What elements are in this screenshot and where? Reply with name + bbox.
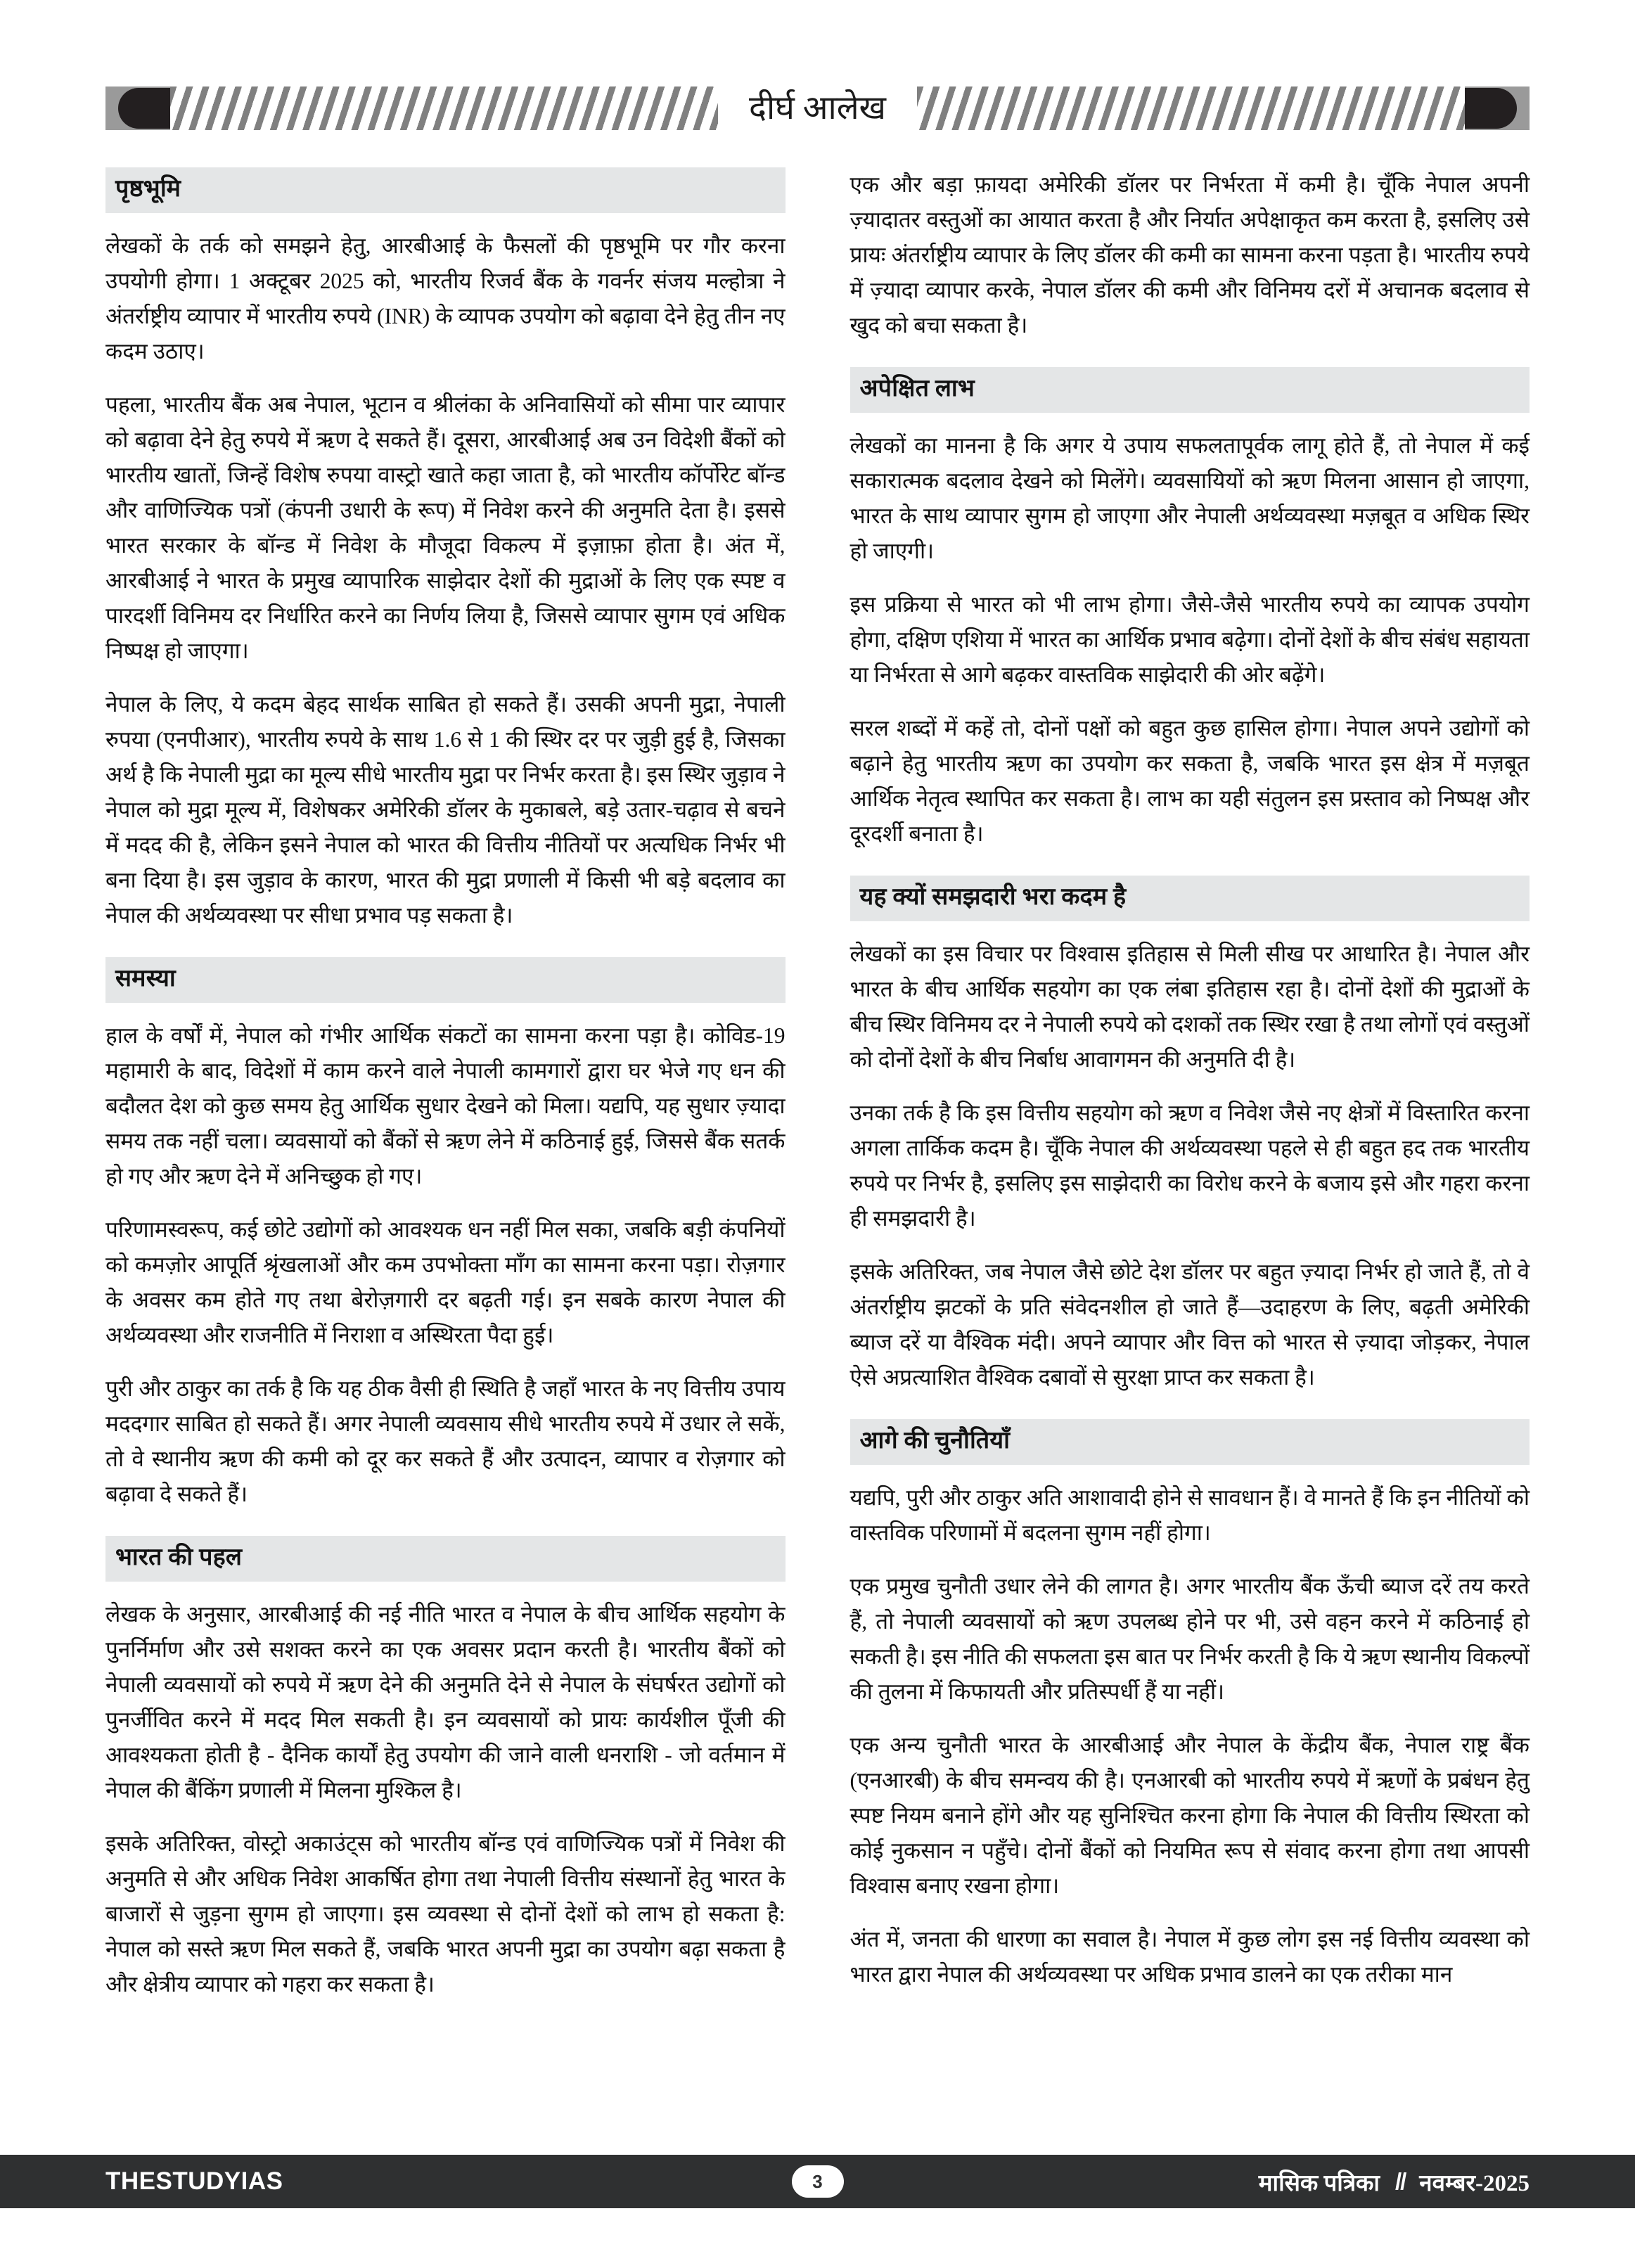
page-number-badge: 3: [792, 2165, 844, 2198]
paragraph: लेखकों का इस विचार पर विश्वास इतिहास से मिली सीख पर आधारित है। नेपाल और भारत के बीच आर्थिक सहयोग का एक लंबा इतिहास रहा है। दोनों देशों की मुद्राओं के बीच स्थिर विनिमय दर ने नेपाली रुपये को दशकों तक स्थिर रखा है तथा लोगों एवं वस्तुओं को दोनों देशों के बीच निर्बाध आवागमन की अनुमति दी है।: [849, 942, 1530, 1072]
ornament-hatch-left-icon: [170, 87, 718, 130]
article-body: [105, 167, 1530, 2085]
paragraph: पहला, भारतीय बैंक अब नेपाल, भूटान व श्रीलंका के अनिवासियों को सीमा पार व्यापार को बढ़ावा देने हेतु रुपये में ऋण दे सकते हैं। दूसरा, आरबीआई अब उन विदेशी बैंकों को भारतीय खातों, जिन्हें विशेष रुपया वास्ट्रो खाते कहा जाता है, को भारतीय कॉर्पोरेट बॉन्ड और वाणिज्यिक पत्रों (कंपनी उधारी के रूप) में निवेश करने की अनुमति देता है। इससे भारत सरकार के बॉन्ड में निवेश के मौजूदा विकल्प में इज़ाफ़ा होता है। अंत में, आरबीआई ने भारत के प्रमुख व्यापारिक साझेदार देशों की मुद्राओं के लिए एक स्पष्ट व पारदर्शी विनिमय दर निर्धारित करने का निर्णय लिया है, जिससे व्यापार सुगम एवं अधिक निष्पक्ष हो जाएगा।: [105, 392, 786, 664]
page-title: दीर्घ आलेख: [749, 89, 887, 127]
section-heading-bharat-ki-pahal: भारत की पहल: [105, 1536, 786, 1582]
page-masthead: [105, 83, 1530, 134]
ornament-cap-left-icon: [105, 87, 170, 130]
masthead-left-ornament: [105, 87, 718, 130]
section-heading-apekshit-labh: अपेक्षित लाभ: [850, 367, 1530, 413]
paragraph: एक और बड़ा फ़ायदा अमेरिकी डॉलर पर निर्भरता में कमी है। चूँकि नेपाल अपनी ज़्यादातर वस्तुओं का आयात करता है और निर्यात अपेक्षाकृत कम करता है, इसलिए उसे प्रायः अंतर्राष्ट्रीय व्यापार के लिए डॉलर की कमी का सामना करना पड़ता है। भारतीय रुपये में ज़्यादा व्यापार करके, नेपाल डॉलर की कमी और विनिमय दरों में अचानक बदलाव से खुद को बचा सकता है।: [849, 172, 1530, 338]
paragraph: इसके अतिरिक्त, जब नेपाल जैसे छोटे देश डॉलर पर बहुत ज़्यादा निर्भर हो जाते हैं, तो वे अंतर्राष्ट्रीय झटकों के प्रति संवेदनशील हो जाते हैं—उदाहरण के लिए, बढ़ती अमेरिकी ब्याज दरें या वैश्विक मंदी। अपने व्यापार और वित्त को भारत से ज़्यादा जोड़कर, नेपाल ऐसे अप्रत्याशित वैश्विक दबावों से सुरक्षा प्राप्त कर सकता है।: [849, 1260, 1530, 1390]
footer-magazine-label: मासिक पत्रिका: [1258, 2170, 1380, 2196]
paragraph: अंत में, जनता की धारणा का सवाल है। नेपाल में कुछ लोग इस नई वित्तीय व्यवस्था को भारत द्वारा नेपाल की अर्थव्यवस्था पर अधिक प्रभाव डालने का एक तरीका मान: [849, 1927, 1530, 1987]
ornament-cap-right-icon: [1465, 87, 1530, 130]
section-heading-yah-kyon-samajhdari: यह क्यों समझदारी भरा कदम है: [850, 876, 1530, 921]
footer-issue-info: [1259, 2166, 1530, 2198]
paragraph: एक प्रमुख चुनौती उधार लेने की लागत है। अगर भारतीय बैंक ऊँची ब्याज दरें तय करते हैं, तो नेपाली व्यवसायों को ऋण उपलब्ध होने पर भी, उसे वहन करने में कठिनाई हो सकती है। इस नीति की सफलता इस बात पर निर्भर करती है कि ये ऋण स्थानीय विकल्पों की तुलना में किफायती और प्रतिस्पर्धी हैं या नहीं।: [849, 1574, 1530, 1705]
ornament-hatch-right-icon: [917, 87, 1465, 130]
paragraph: सरल शब्दों में कहें तो, दोनों पक्षों को बहुत कुछ हासिल होगा। नेपाल अपने उद्योगों को बढ़ाने हेतु भारतीय ऋण का उपयोग कर सकता है, जबकि भारत इस क्षेत्र में मज़बूत आर्थिक नेतृत्व स्थापित कर सकता है। लाभ का यही संतुलन इस प्रस्ताव को निष्पक्ष और दूरदर्शी बनाता है।: [849, 716, 1530, 847]
paragraph: एक अन्य चुनौती भारत के आरबीआई और नेपाल के केंद्रीय बैंक, नेपाल राष्ट्र बैंक (एनआरबी) के बीच समन्वय की है। एनआरबी को भारतीय रुपये में ऋणों के प्रबंधन हेतु स्पष्ट नियम बनाने होंगे और यह सुनिश्चित करना होगा कि नेपाल की वित्तीय स्थिरता को कोई नुकसान न पहुँचे। दोनों बैंकों को नियमित रूप से संवाद करना होगा तथा आपसी विश्वास बनाए रखना होगा।: [849, 1733, 1530, 1899]
paragraph: लेखकों के तर्क को समझने हेतु, आरबीआई के फैसलों की पृष्ठभूमि पर गौर करना उपयोगी होगा। 1 अक्टूबर 2025 को, भारतीय रिजर्व बैंक के गवर्नर संजय मल्होत्रा ने अंतर्राष्ट्रीय व्यापार में भारतीय रुपये (INR) के व्यापक उपयोग को बढ़ावा देने हेतु तीन नए कदम उठाए।: [105, 233, 786, 364]
paragraph: लेखक के अनुसार, आरबीआई की नई नीति भारत व नेपाल के बीच आर्थिक सहयोग के पुनर्निर्माण और उसे सशक्त करने का एक अवसर प्रदान करती है। भारतीय बैंकों को नेपाली व्यवसायों को रुपये में ऋण देने की अनुमति देने से नेपाल के संघर्षरत उद्योगों को पुनर्जीवित करने में मदद मिल सकती है। इन व्यवसायों को प्रायः कार्यशील पूँजी की आवश्यकता होती है - दैनिक कार्यों हेतु उपयोग की जाने वाली धनराशि - जो वर्तमान में नेपाल की बैंकिंग प्रणाली में मिलना मुश्किल है।: [105, 1602, 786, 1803]
footer-issue-date: नवम्बर-2025: [1419, 2170, 1530, 2196]
section-heading-samasya: समस्या: [105, 957, 786, 1003]
section-heading-prishthabhumi: पृष्ठभूमि: [105, 167, 786, 213]
footer-divider-icon: //: [1394, 2168, 1406, 2194]
footer-brand: THESTUDYIAS: [105, 2167, 283, 2195]
paragraph: इसके अतिरिक्त, वोस्ट्रो अकाउंट्स को भारतीय बॉन्ड एवं वाणिज्यिक पत्रों में निवेश की अनुमति से और अधिक निवेश आकर्षित होगा तथा नेपाली वित्तीय संस्थानों हेतु भारत के बाजारों से जुड़ना सुगम हो जाएगा। इस व्यवस्था से दोनों देशों को लाभ हो सकता है: नेपाल को सस्ते ऋण मिल सकते हैं, जबकि भारत अपनी मुद्रा का उपयोग बढ़ा सकता है और क्षेत्रीय व्यापार को गहरा कर सकता है।: [105, 1831, 786, 1997]
paragraph: इस प्रक्रिया से भारत को भी लाभ होगा। जैसे-जैसे भारतीय रुपये का व्यापक उपयोग होगा, दक्षिण एशिया में भारत का आर्थिक प्रभाव बढ़ेगा। दोनों देशों के बीच संबंध सहायता या निर्भरता से आगे बढ़कर वास्तविक साझेदारी की ओर बढ़ेंगे।: [849, 592, 1530, 688]
masthead-right-ornament: [917, 87, 1530, 130]
paragraph: नेपाल के लिए, ये कदम बेहद सार्थक साबित हो सकते हैं। उसकी अपनी मुद्रा, नेपाली रुपया (एनपीआर), भारतीय रुपये के साथ 1.6 से 1 की स्थिर दर पर जुड़ी हुई है, जिसका अर्थ है कि नेपाली मुद्रा का मूल्य सीधे भारतीय मुद्रा पर निर्भर करता है। इस स्थिर जुड़ाव ने नेपाल को मुद्रा मूल्य में, विशेषकर अमेरिकी डॉलर के मुकाबले, बड़े उतार-चढ़ाव से बचने में मदद की है, लेकिन इसने नेपाल को भारत की वित्तीय नीतियों पर अत्यधिक निर्भर भी बना दिया है। इस जुड़ाव के कारण, भारत की मुद्रा प्रणाली में किसी भी बड़े बदलाव का नेपाल की अर्थव्यवस्था पर सीधा प्रभाव पड़ सकता है।: [105, 692, 786, 928]
page-footer: [0, 2155, 1635, 2208]
paragraph: यद्यपि, पुरी और ठाकुर अति आशावादी होने से सावधान हैं। वे मानते हैं कि इन नीतियों को वास्तविक परिणामों में बदलना सुगम नहीं होगा।: [849, 1485, 1530, 1546]
paragraph: परिणामस्वरूप, कई छोटे उद्योगों को आवश्यक धन नहीं मिल सका, जबकि बड़ी कंपनियों को कमज़ोर आपूर्ति श्रृंखलाओं और कम उपभोक्ता माँग का सामना करना पड़ा। रोज़गार के अवसर कम होते गए तथा बेरोज़गारी दर बढ़ती गई। इन सबके कारण नेपाल की अर्थव्यवस्था और राजनीति में निराशा व अस्थिरता पैदा हुई।: [105, 1217, 786, 1348]
paragraph: हाल के वर्षों में, नेपाल को गंभीर आर्थिक संकटों का सामना करना पड़ा है। कोविड-19 महामारी के बाद, विदेशों में काम करने वाले नेपाली कामगारों द्वारा घर भेजे गए धन की बदौलत देश को कुछ समय हेतु आर्थिक सुधार देखने को मिला। यद्यपि, यह सुधार ज़्यादा समय तक नहीं चला। व्यवसायों को बैंकों से ऋण लेने में कठिनाई हुई, जिससे बैंक सतर्क हो गए और ऋण देने में अनिच्छुक हो गए।: [105, 1023, 786, 1189]
right-column: [850, 167, 1530, 2085]
paragraph: पुरी और ठाकुर का तर्क है कि यह ठीक वैसी ही स्थिति है जहाँ भारत के नए वित्तीय उपाय मददगार साबित हो सकते हैं। अगर नेपाली व्यवसाय सीधे भारतीय रुपये में उधार ले सकें, तो वे स्थानीय ऋण की कमी को दूर कर सकते हैं और उत्पादन, व्यापार व रोज़गार को बढ़ावा दे सकते हैं।: [105, 1376, 786, 1507]
left-column: [105, 167, 786, 2085]
section-heading-aage-ki-chunautiyan: आगे की चुनौतियाँ: [850, 1419, 1530, 1465]
paragraph: उनका तर्क है कि इस वित्तीय सहयोग को ऋण व निवेश जैसे नए क्षेत्रों में विस्तारित करना अगला तार्किक कदम है। चूँकि नेपाल की अर्थव्यवस्था पहले से ही बहुत हद तक भारतीय रुपये पर निर्भर है, इसलिए इस साझेदारी का विरोध करने के बजाय इसे और गहरा करना ही समझदारी है।: [849, 1101, 1530, 1231]
paragraph: लेखकों का मानना है कि अगर ये उपाय सफलतापूर्वक लागू होते हैं, तो नेपाल में कई सकारात्मक बदलाव देखने को मिलेंगे। व्यवसायियों को ऋण मिलना आसान हो जाएगा, भारत के साथ व्यापार सुगम हो जाएगा और नेपाली अर्थव्यवस्था मज़बूत व अधिक स्थिर हो जाएगी।: [849, 433, 1530, 564]
